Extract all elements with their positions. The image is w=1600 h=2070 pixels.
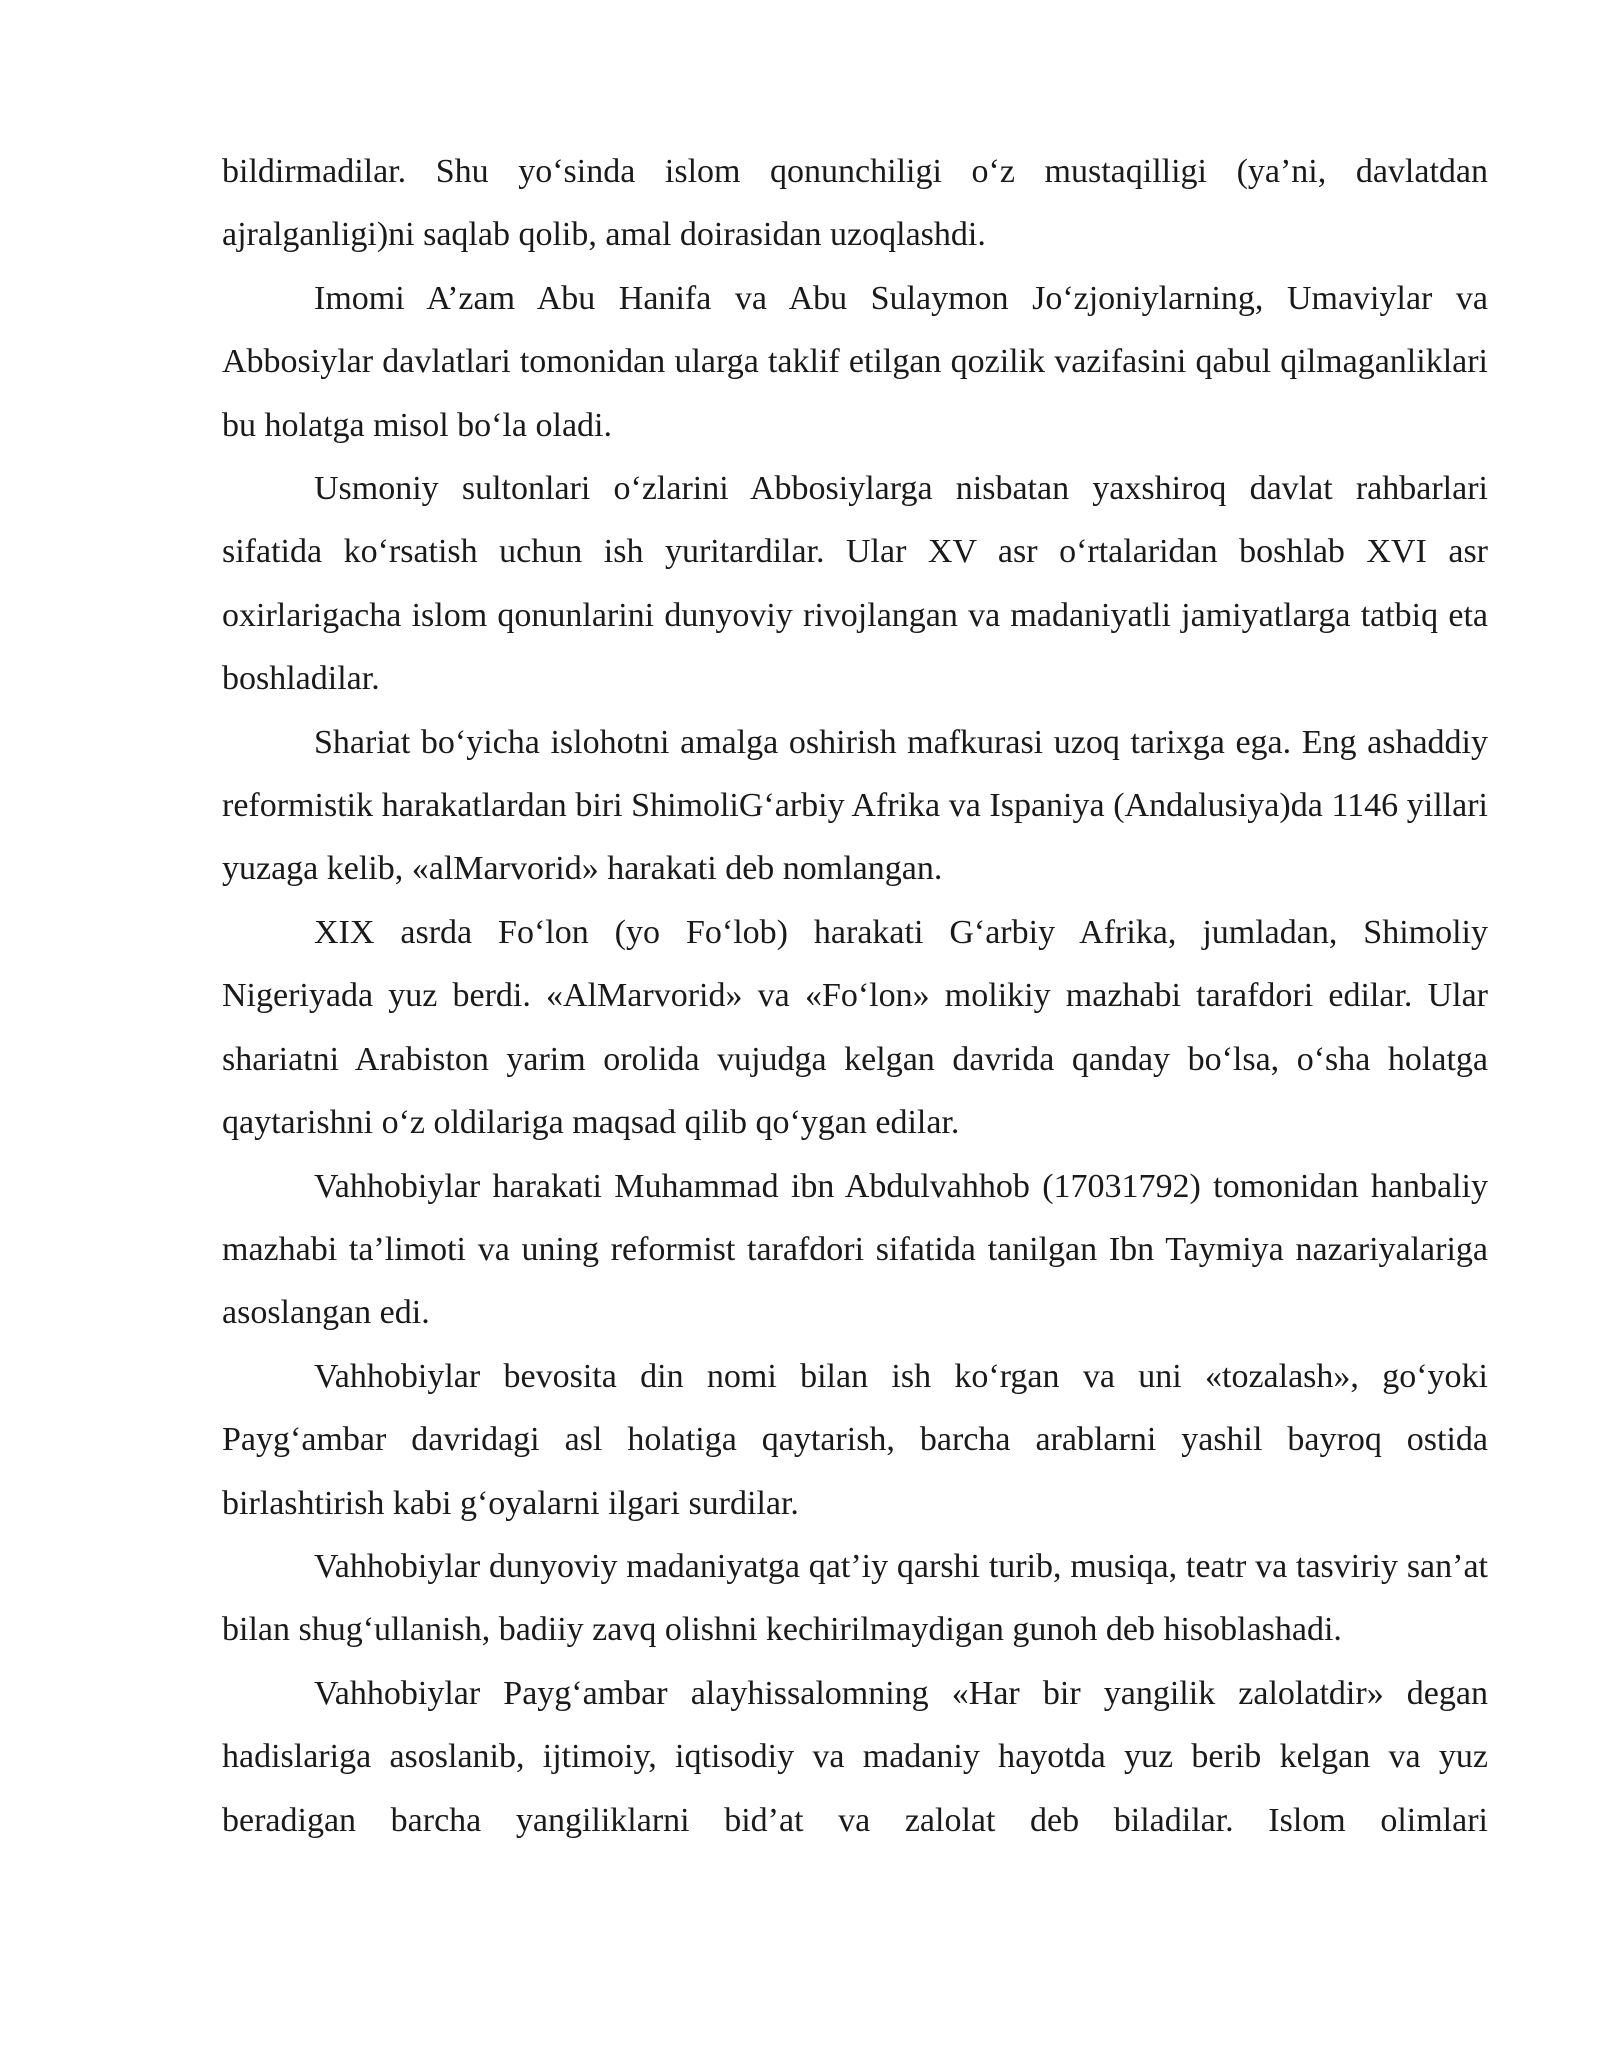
paragraph-5: XIX asrda Fo‘lon (yo Fo‘lob) harakati G‘arbiy Afrika, jumladan, Shimoliy Nigeriyada yuz berdi. «AlMarvorid» va «Fo‘lon» molikiy mazhabi tarafdori edilar. Ular shariatni Arabiston yarim orolida vujudga kelgan davrida qanday bo‘lsa, o‘sha holatga qaytarishni o‘z oldilariga maqsad qilib qo‘ygan edilar. (222, 913, 1488, 1142)
paragraph-7: Vahhobiylar bevosita din nomi bilan ish ko‘rgan va uni «tozalash», go‘yoki Payg‘ambar davridagi asl holatiga qaytarish, barcha arablarni yashil bayroq ostida birlashtirish kabi g‘oyalarni ilgari surdilar. (222, 1357, 1488, 1522)
paragraph-2: Imomi A’zam Abu Hanifa va Abu Sulaymon Jo‘zjoniylarning, Umaviylar va Abbosiylar davlatlari tomonidan ularga taklif etilgan qozilik vazifasini qabul qilmaganliklari bu holatga misol bo‘la oladi. (222, 279, 1488, 444)
document-body (222, 140, 1488, 1852)
paragraph-4: Shariat bo‘yicha islohotni amalga oshirish mafkurasi uzoq tarixga ega. Eng ashaddiy reformistik harakatlardan biri ShimoliG‘arbiy Afrika va Ispaniya (Andalusiya)da 1146 yillari yuzaga kelib, «alMarvorid» harakati deb nomlangan. (222, 723, 1488, 888)
paragraph-3: Usmoniy sultonlari o‘zlarini Abbosiylarga nisbatan yaxshiroq davlat rahbarlari sifatida ko‘rsatish uchun ish yuritardilar. Ular XV asr o‘rtalaridan boshlab XVI asr oxirlarigacha islom qonunlarini dunyoviy rivojlangan va madaniyatli jamiyatlarga tatbiq eta boshladilar. (222, 470, 1488, 698)
paragraph-8: Vahhobiylar dunyoviy madaniyatga qat’iy qarshi turib, musiqa, teatr va tasviriy san’at bilan shug‘ullanish, badiiy zavq olishni kechirilmaydigan gunoh deb hisoblashadi. (222, 1547, 1488, 1649)
paragraph-9: Vahhobiylar Payg‘ambar alayhissalomning «Har bir yangilik zalolatdir» degan hadislariga asoslanib, ijtimoiy, iqtisodiy va madaniy hayotda yuz berib kelgan va yuz beradigan barcha yangiliklarni bid’at va zalolat deb biladilar. Islom olimlari (222, 1674, 1488, 1839)
paragraph-1: bildirmadilar. Shu yo‘sinda islom qonunchiligi o‘z mustaqilligi (ya’ni, davlatdan ajralganligi)ni saqlab qolib, amal doirasidan uzoqlashdi. (222, 153, 1488, 254)
paragraph-6: Vahhobiylar harakati Muhammad ibn Abdulvahhob (17031792) tomonidan hanbaliy mazhabi ta’limoti va uning reformist tarafdori sifatida tanilgan Ibn Taymiya nazariyalariga asoslangan edi. (222, 1167, 1488, 1332)
